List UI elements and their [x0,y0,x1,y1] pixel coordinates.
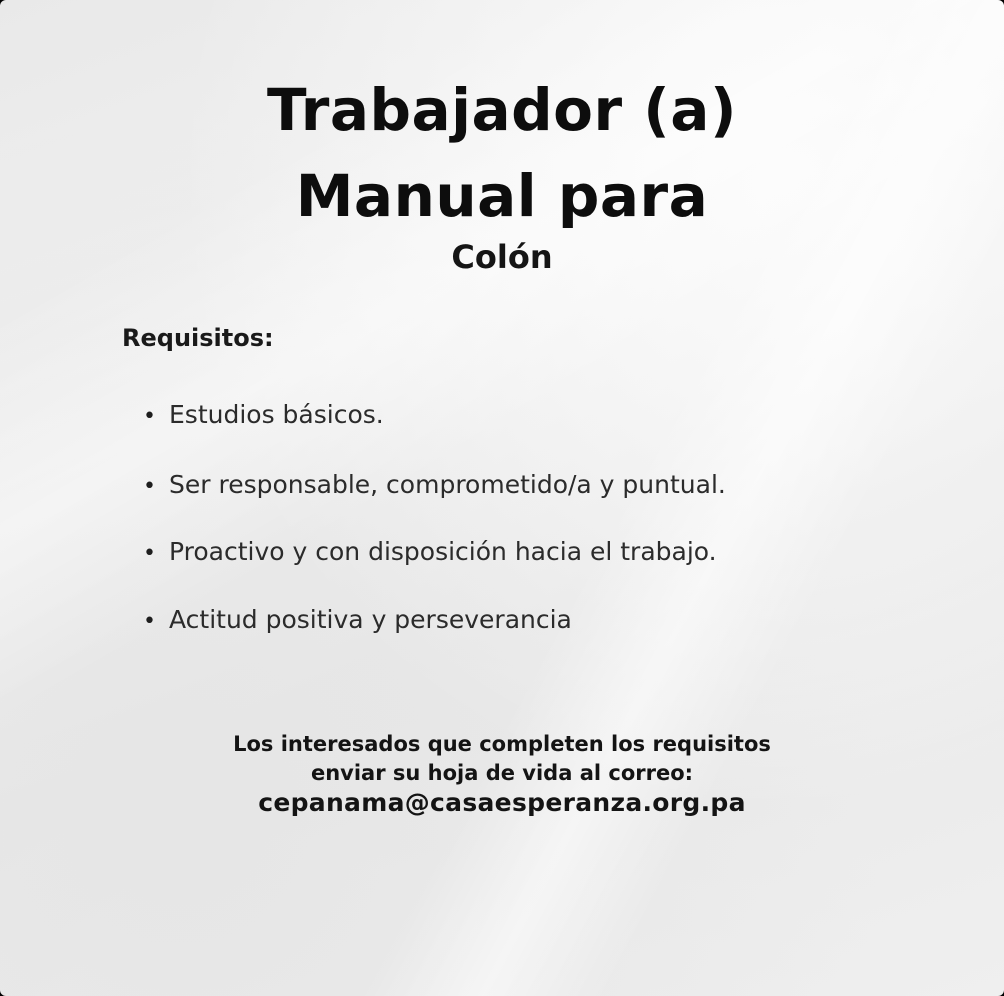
requirement-text: Actitud positiva y perseverancia [169,605,572,634]
poster-title-line-2: Manual para [295,162,709,230]
location-label: Colón [451,238,553,276]
requirement-item [143,470,903,499]
footer-instructions-line-1: Los interesados que completen los requisitos [233,732,771,756]
contact-email: cepanama@casaesperanza.org.pa [258,788,746,817]
requirement-text: Estudios básicos. [169,400,384,429]
footer-instructions-line-2: enviar su hoja de vida al correo: [310,761,694,785]
requirements-heading: Requisitos: [122,324,274,352]
bullet-icon: • [143,474,156,499]
bullet-icon: • [143,404,156,429]
requirement-item [143,400,903,429]
requirement-text: Ser responsable, comprometido/a y puntual. [169,470,726,499]
bullet-icon: • [143,541,156,566]
requirement-item [143,537,903,566]
requirement-text: Proactivo y con disposición hacia el trabajo. [169,537,717,566]
requirement-item [143,605,903,634]
poster-title-line-1: Trabajador (a) [267,76,737,144]
bullet-icon: • [143,609,156,634]
